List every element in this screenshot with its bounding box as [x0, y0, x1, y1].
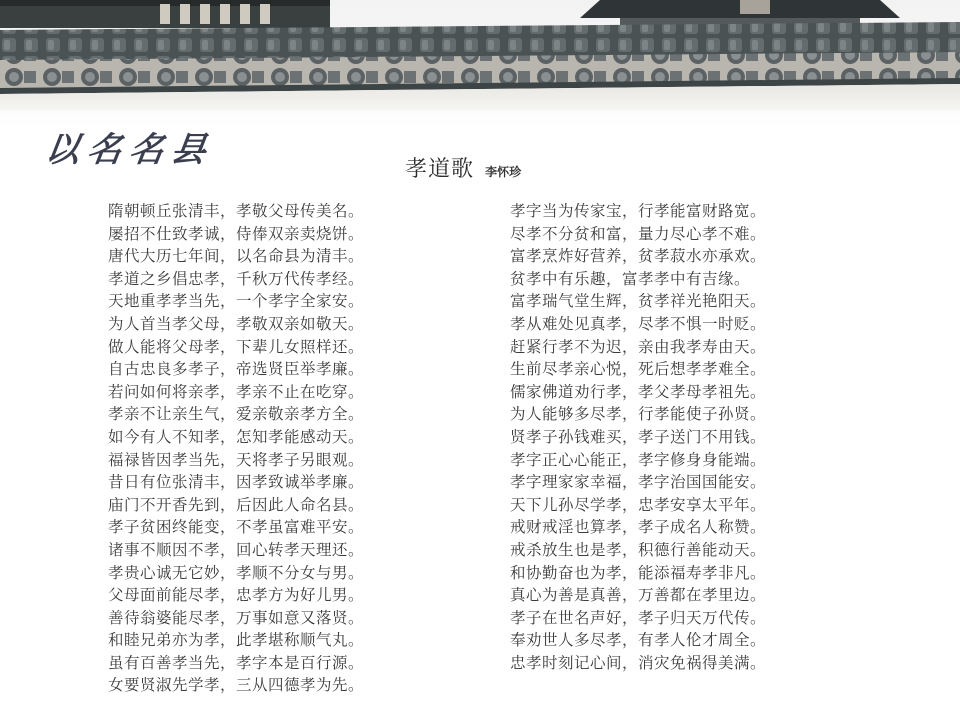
poem-line: 诸事不顺因不孝，回心转孝天理还。	[108, 540, 365, 559]
poem-line: 孝贵心诚无它妙，孝顺不分女与男。	[108, 563, 365, 582]
poem-title: 孝道歌	[405, 157, 475, 182]
poem-line: 贤孝子孙钱难买，孝子送门不用钱。	[510, 427, 767, 446]
poem-line: 做人能将父母孝，下辈儿女照样还。	[108, 337, 365, 356]
poem-line: 富孝烹炸好营养，贫孝菽水亦承欢。	[510, 247, 767, 266]
poem-line: 孝亲不让亲生气，爱亲敬亲孝方全。	[108, 405, 365, 424]
section-title: 以名名县	[42, 130, 217, 170]
poem-line: 孝字理家家幸福，孝字治国国能安。	[510, 473, 767, 492]
poem-line: 生前尽孝亲心悦，死后想孝孝难全。	[510, 360, 767, 379]
poem-line: 庙门不开香先到，后因此人命名县。	[108, 495, 365, 514]
poem-line: 孝从难处见真孝，尽孝不惧一时贬。	[510, 314, 767, 333]
poem-line: 孝子贫困终能变，不孝虽富难平安。	[108, 518, 365, 537]
poem-line: 如今有人不知孝，怎知孝能感动天。	[108, 427, 365, 446]
poem-line: 天下儿孙尽学孝，忠孝安享太平年。	[510, 495, 767, 514]
poem-line: 奉劝世人多尽孝，有孝人伦才周全。	[510, 631, 767, 650]
poem-line: 善待翁婆能尽孝，万事如意又落贤。	[108, 608, 365, 627]
poem-line: 自古忠良多孝子，帝选贤臣举孝廉。	[108, 360, 365, 379]
poem-line: 儒家佛道劝行孝，孝父孝母孝祖先。	[510, 382, 767, 401]
poem-right-column	[510, 200, 766, 674]
poem-left-column	[108, 200, 364, 697]
poem-line: 唐代大历七年间，以名命县为清丰。	[108, 247, 365, 266]
poem-author: 李怀珍	[485, 165, 522, 179]
poem-line: 富孝瑞气堂生辉，贫孝祥光艳阳天。	[510, 292, 767, 311]
poem-line: 父母面前能尽孝，忠孝方为好儿男。	[108, 586, 365, 605]
poem-header	[405, 152, 521, 183]
poem-line: 孝字当为传家宝，行孝能富财路宽。	[510, 202, 767, 220]
poem-line: 若问如何将亲孝，孝亲不止在吃穿。	[108, 382, 365, 401]
poem-line: 和协勤奋也为孝，能添福寿孝非凡。	[510, 563, 767, 582]
poem-line: 孝字正心心能正，孝字修身身能端。	[510, 450, 767, 469]
poem-line: 为人首当孝父母，孝敬双亲如敬天。	[108, 314, 365, 333]
poem-line: 隋朝顿丘张清丰，孝敬父母传美名。	[108, 202, 365, 220]
poem-line: 昔日有位张清丰，因孝致诚举孝廉。	[108, 473, 365, 492]
poem-line: 孝道之乡倡忠孝，千秋万代传孝经。	[108, 269, 365, 288]
poem-line: 忠孝时刻记心间，消灾免祸得美满。	[510, 653, 767, 672]
poem-line: 尽孝不分贫和富，量力尽心孝不难。	[510, 224, 767, 243]
poem-line: 和睦兄弟亦为孝，此孝堪称顺气丸。	[108, 631, 365, 650]
poem-line: 贫孝中有乐趣，富孝孝中有吉缘。	[510, 269, 751, 288]
poem-line: 戒杀放生也是孝，积德行善能动天。	[510, 540, 767, 559]
poem-line: 为人能够多尽孝，行孝能使子孙贤。	[510, 405, 767, 424]
roof-banner-image	[0, 0, 960, 130]
poem-line: 屡招不仕致孝诚，侍俸双亲卖烧饼。	[108, 224, 365, 243]
poem-line: 福禄皆因孝当先，天将孝子另眼观。	[108, 450, 365, 469]
poem-line: 戒财戒淫也算孝，孝子成名人称赞。	[510, 518, 767, 537]
poem-line: 女要贤淑先学孝，三从四德孝为先。	[108, 676, 365, 695]
poem-line: 孝子在世名声好，孝子归天万代传。	[510, 608, 767, 627]
poem-line: 虽有百善孝当先，孝字本是百行源。	[108, 653, 365, 672]
poem-line: 赶紧行孝不为迟，亲由我孝寿由天。	[510, 337, 767, 356]
poem-line: 天地重孝孝当先，一个孝字全家安。	[108, 292, 365, 311]
poem-line: 真心为善是真善，万善都在孝里边。	[510, 586, 767, 605]
